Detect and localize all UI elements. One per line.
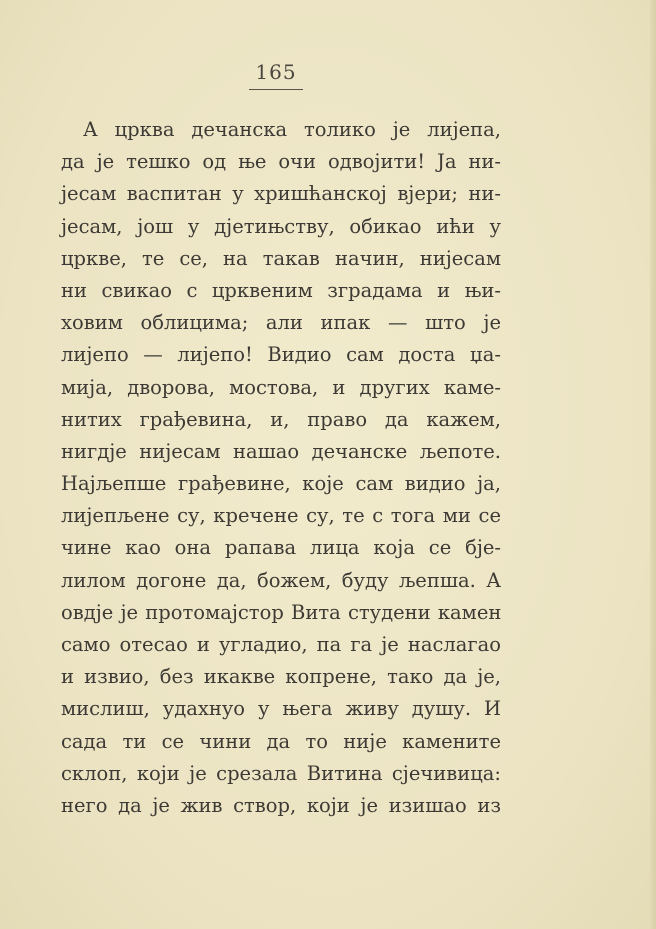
- page-number-underline: [249, 89, 303, 90]
- text-line: склоп, који је срезала Витина сјечивица:: [61, 761, 501, 785]
- text-line: А црква дечанска толико је лијепа,: [83, 118, 501, 141]
- page-number: 165: [255, 60, 297, 84]
- text-line: јесам васпитан у хришћанској вјери; ни-: [61, 182, 501, 206]
- text-line: чине као она рапава лица која се бје-: [61, 536, 501, 560]
- text-line: ни свикао с црквеним зградама и њи-: [61, 278, 501, 302]
- text-line: мислиш, удахнуо у њега живу душу. И: [61, 697, 501, 721]
- text-line: лилом догоне да, божем, буду љепша. А: [61, 568, 501, 592]
- text-line: јесам, још у дјетињству, обикао ићи у: [61, 214, 501, 238]
- text-line: ховим облицима; али ипак — што је: [61, 311, 501, 335]
- text-line: него да је жив створ, који је изишао из: [61, 793, 501, 817]
- text-line: лијепо — лијепо! Видио сам доста џа-: [61, 343, 501, 367]
- text-line: цркве, те се, на такав начин, нијесам: [61, 246, 501, 270]
- page-edge: [650, 0, 656, 929]
- text-line: да је тешко од ње очи одвојити! Ја ни-: [61, 150, 501, 174]
- body-text: [61, 114, 501, 822]
- text-line: Најљепше грађевине, које сам видио ја,: [61, 472, 501, 496]
- text-line: само отесао и угладио, па га је наслагао: [61, 633, 501, 656]
- text-line: лијепљене су, кречене су, те с тога ми се: [61, 504, 501, 528]
- text-line: нигдје нијесам нашао дечанске љепоте.: [61, 439, 501, 463]
- text-line: и извио, без икакве копрене, тако да је,: [61, 665, 501, 689]
- text-line: сада ти се чини да то није камените: [61, 729, 501, 753]
- text-line: мија, дворова, мостова, и других каме-: [61, 375, 501, 399]
- text-line: овдје је протомајстор Вита студени камен: [61, 600, 502, 624]
- text-line: нитих грађевина, и, право да кажем,: [61, 407, 501, 431]
